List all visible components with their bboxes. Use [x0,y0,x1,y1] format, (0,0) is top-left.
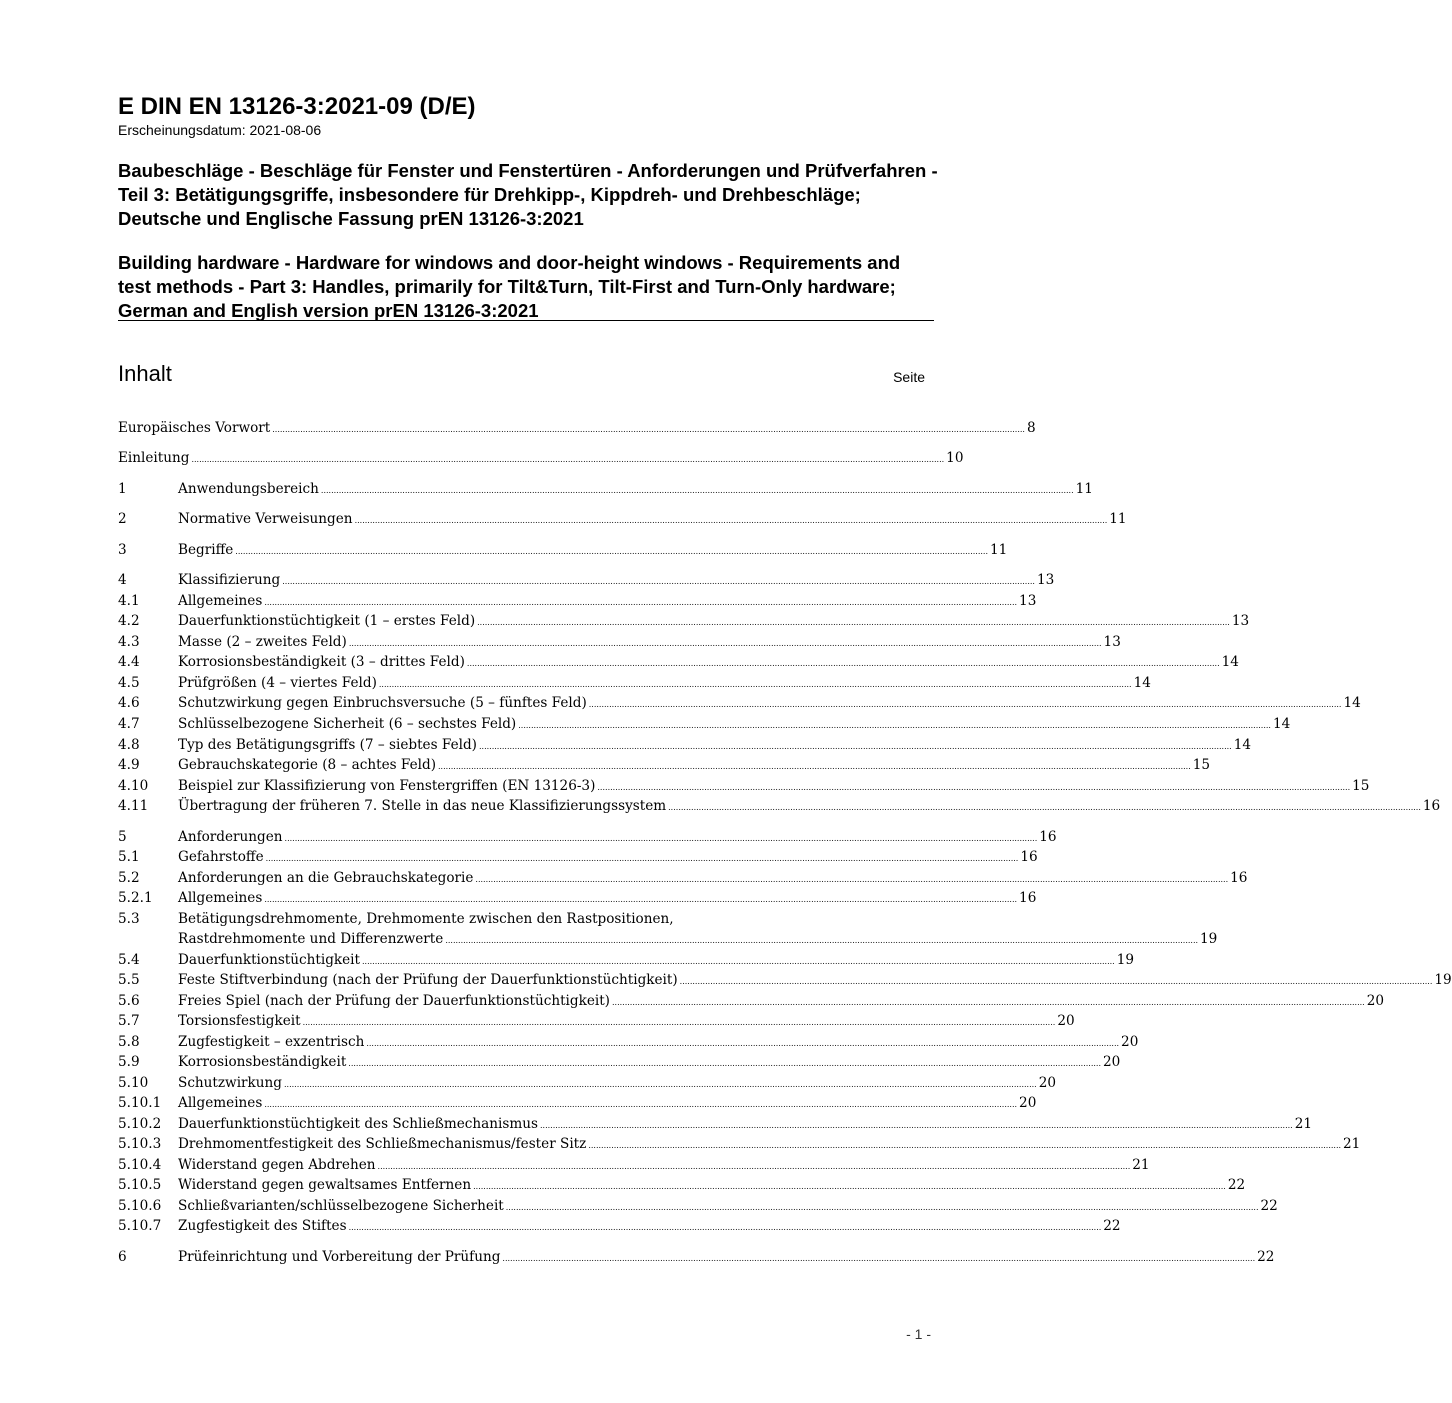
toc-entry-number: 5.2 [118,870,140,886]
toc-entry-title: Drehmomentfestigkeit des Schließmechanismus/fester Sitz [178,1136,587,1152]
toc-entry-title: Klassifizierung [178,572,281,588]
toc-entry-page: 11 [1109,511,1127,527]
toc-entry-title: Schutzwirkung [178,1075,282,1091]
toc-entry-leader [282,570,1035,592]
toc-entry-page: 20 [1019,1095,1037,1111]
toc-entry-page: 21 [1343,1136,1361,1152]
toc-page-column-label: Seite [893,369,925,385]
toc-entry-title: Allgemeines [178,593,263,609]
toc-entry-leader [479,735,1232,757]
toc-entry-page: 14 [1343,695,1361,711]
toc-entry-number: 4.3 [118,634,140,650]
toc-entry-number: 5.1 [118,849,140,865]
toc-entry[interactable] [118,570,1055,590]
toc-entry-number: 5.6 [118,993,140,1009]
toc-entry-leader [266,847,1019,869]
toc-entry-page: 14 [1272,716,1291,732]
toc-entry-page: 15 [1352,778,1370,794]
toc-entry-page: 16 [1039,829,1057,845]
toc-entry-leader [473,1175,1226,1197]
toc-entry[interactable] [118,479,1093,499]
toc-entry-leader [284,1073,1037,1095]
toc-entry-page: 16 [1019,890,1037,906]
toc-entry-leader [366,1032,1119,1054]
toc-entry[interactable] [118,1196,1278,1216]
toc-entry-number: 5.2.1 [118,890,153,906]
toc-entry-title: Betätigungsdrehmomente, Drehmomente zwischen den Rastpositionen, [178,911,674,927]
toc-entry-leader [264,1093,1017,1115]
toc-entry-leader [502,1247,1255,1269]
toc-entry-leader [438,755,1191,777]
toc-entry-number: 5.8 [118,1034,140,1050]
toc-entry[interactable] [118,1114,1313,1134]
toc-entry-number: 5.10.7 [118,1218,162,1234]
toc-entry-leader [355,509,1108,531]
toc-entry-number: 5.10.5 [118,1177,162,1193]
toc-entry-page: 20 [1121,1034,1139,1050]
toc-entry[interactable] [118,1216,1121,1236]
toc-entry-title: Feste Stiftverbindung (nach der Prüfung der Dauerfunktionstüchtigkeit) [178,972,678,988]
toc-entry[interactable] [118,1073,1057,1093]
toc-entry-title: Europäisches Vorwort [118,420,271,436]
toc-entry[interactable] [118,888,1037,908]
toc-entry[interactable] [118,991,1385,1011]
toc-entry-page: 22 [1103,1218,1121,1234]
toc-entry-title: Korrosionsbeständigkeit [178,1054,347,1070]
toc-entry-number: 4.9 [118,757,140,773]
toc-entry[interactable] [118,1175,1246,1195]
toc-entry-page: 20 [1103,1054,1121,1070]
toc-entry-continuation[interactable] [118,929,1218,949]
toc-entry-page: 16 [1020,849,1038,865]
toc-entry-number: 4.8 [118,737,140,753]
toc-entry-title: Dauerfunktionstüchtigkeit des Schließmechanismus [178,1116,538,1132]
toc-entry[interactable] [118,509,1127,529]
toc-entry[interactable] [118,1093,1037,1113]
toc-entry-page: 20 [1057,1013,1075,1029]
toc-entry-number: 5.10.3 [118,1136,162,1152]
toc-entry-title: Übertragung der früheren 7. Stelle in das neue Klassifizierungssystem [178,798,667,814]
toc-entry-number: 4.7 [118,716,140,732]
toc-entry-leader [540,1114,1293,1136]
toc-entry-page: 20 [1038,1075,1057,1091]
toc-entry-leader [272,418,1025,440]
publication-date: Erscheinungsdatum: 2021-08-06 [118,122,322,138]
toc-entry[interactable] [118,735,1252,755]
toc-entry-page: 19 [1116,952,1135,968]
toc-entry[interactable] [118,950,1135,970]
toc-entry-title: Normative Verweisungen [178,511,353,527]
toc-entry-number: 4.5 [118,675,140,691]
toc-entry[interactable] [118,418,1036,438]
toc-entry[interactable] [118,591,1037,611]
toc-entry-number: 5.7 [118,1013,140,1029]
toc-entry-leader [235,540,988,562]
toc-entry[interactable] [118,755,1211,775]
toc-entry-number: 5.4 [118,952,140,968]
toc-entry-number: 4.10 [118,778,149,794]
toc-entry[interactable] [118,1052,1121,1072]
toc-entry[interactable] [118,1247,1275,1267]
toc-entry-page: 22 [1227,1177,1246,1193]
toc-entry-number: 1 [118,481,127,497]
toc-entry-leader [349,1216,1102,1238]
toc-entry-page: 22 [1257,1249,1275,1265]
toc-entry[interactable] [118,796,1441,816]
toc-entry-title: Einleitung [118,450,190,466]
toc-entry-title: Prüfgrößen (4 – viertes Feld) [178,675,377,691]
toc-entry-number: 4.2 [118,613,140,629]
toc-entry-title: Gebrauchskategorie (8 – achtes Feld) [178,757,437,773]
toc-entry-title: Widerstand gegen gewaltsames Entfernen [178,1177,472,1193]
title-english: Building hardware - Hardware for windows and door-height windows - Requirements and test methods - Part 3: Handles, primarily for Tilt&Turn, Tilt-First and Turn-Only hardware; German and English version prEN 13126-3:2021 [118,252,901,321]
toc-entry-leader [191,448,944,470]
toc-entry-leader [597,776,1350,798]
toc-entry-page: 16 [1230,870,1248,886]
toc-entry-number: 5.3 [118,911,140,927]
toc-entry-leader [668,796,1421,818]
toc-entry[interactable] [118,970,1452,990]
toc-entry-page: 14 [1233,737,1252,753]
toc-entry-title: Anwendungsbereich [178,481,319,497]
toc-entry-leader [362,950,1115,972]
toc-entry-leader [303,1011,1056,1033]
toc-entry-number: 5.10 [118,1075,149,1091]
toc-entry-title: Typ des Betätigungsgriffs (7 – siebtes Feld) [178,737,477,753]
toc-entry-leader [285,827,1038,849]
toc-entry[interactable] [118,1032,1139,1052]
toc-entry-number: 4.11 [118,798,149,814]
toc-entry-title: Zugfestigkeit des Stiftes [178,1218,347,1234]
toc-entry-number: 5 [118,829,127,845]
toc-entry-page: 13 [1036,572,1055,588]
toc-entry-leader [589,693,1342,715]
toc-entry-leader [467,652,1220,674]
toc-entry-leader [321,479,1074,501]
page-number: - 1 - [906,1326,931,1342]
toc-entry-number: 3 [118,542,127,558]
toc-entry-title: Rastdrehmomente und Differenzwerte [178,931,444,947]
toc-entry-title: Begriffe [178,542,234,558]
toc-entry-title: Freies Spiel (nach der Prüfung der Dauerfunktionstüchtigkeit) [178,993,610,1009]
toc-entry-title: Allgemeines [178,1095,263,1111]
toc-entry-leader [475,868,1228,890]
toc-entry-title: Anforderungen an die Gebrauchskategorie [178,870,474,886]
toc-entry-page: 10 [946,450,964,466]
toc-entry[interactable] [118,540,1008,560]
toc-entry-page: 11 [1075,481,1093,497]
toc-entry-leader [506,1196,1259,1218]
toc-entry-number: 5.10.6 [118,1198,162,1214]
document-id: E DIN EN 13126-3:2021-09 (D/E) [118,93,476,120]
toc-entry[interactable] [118,611,1250,631]
toc-entry[interactable] [118,1155,1150,1175]
title-german: Baubeschläge - Beschläge für Fenster und Fenstertüren - Anforderungen und Prüfverfahren - Teil 3: Betätigungsgriffe, insbesondere für Drehkipp-, Kippdreh- und Drehbeschläge; Deutsche und Englische Fassung prEN 13126-3:2021 [118,160,938,229]
toc-entry-leader [349,632,1102,654]
toc-entry-page: 13 [1231,613,1250,629]
toc-entry-title: Schlüsselbezogene Sicherheit (6 – sechstes Feld) [178,716,517,732]
toc-entry-leader [445,929,1198,951]
toc-entry[interactable] [118,673,1151,693]
toc-entry-title: Prüfeinrichtung und Vorbereitung der Prüfung [178,1249,501,1265]
toc-entry-leader [518,714,1271,736]
toc-entry[interactable] [118,909,930,929]
toc-entry-leader [264,888,1017,910]
toc-entry-title: Masse (2 – zweites Feld) [178,634,347,650]
toc-entry-page: 21 [1132,1157,1150,1173]
toc-entry-number: 4.1 [118,593,140,609]
toc-entry-number: 5.10.2 [118,1116,162,1132]
toc-entry[interactable] [118,827,1057,847]
toc-entry-title: Widerstand gegen Abdrehen [178,1157,376,1173]
toc-entry-number: 6 [118,1249,127,1265]
toc-entry-leader [588,1134,1341,1156]
toc-entry[interactable] [118,776,1370,796]
toc-entry-title: Dauerfunktionstüchtigkeit (1 – erstes Feld) [178,613,476,629]
toc-entry[interactable] [118,632,1121,652]
toc-entry-leader [477,611,1230,633]
toc-entry-number: 5.9 [118,1054,140,1070]
toc-entry-page: 19 [1434,972,1452,988]
toc-entry-title: Beispiel zur Klassifizierung von Fenstergriffen (EN 13126-3) [178,778,596,794]
toc-entry-page: 13 [1103,634,1121,650]
toc-entry-number: 5.5 [118,972,140,988]
toc-entry-number: 4 [118,572,127,588]
toc-entry-leader [612,991,1365,1013]
toc-entry[interactable] [118,1011,1075,1031]
toc-entry-title: Anforderungen [178,829,283,845]
toc-heading: Inhalt [118,361,172,386]
toc-entry-title: Korrosionsbeständigkeit (3 – drittes Feld) [178,654,465,670]
toc-entry-page: 20 [1366,993,1385,1009]
toc-entry-page: 19 [1200,931,1218,947]
toc-entry-leader [348,1052,1101,1074]
toc-entry-number: 2 [118,511,127,527]
toc-entry-page: 22 [1260,1198,1278,1214]
toc-entry-leader [264,591,1017,613]
title-divider [118,320,934,321]
toc-entry[interactable] [118,847,1038,867]
toc-entry-page: 14 [1133,675,1151,691]
toc-entry-title: Zugfestigkeit – exzentrisch [178,1034,365,1050]
toc-entry-leader [378,1155,1131,1177]
toc-entry[interactable] [118,448,964,468]
toc-entry-page: 16 [1422,798,1441,814]
toc-entry-title: Gefahrstoffe [178,849,264,865]
toc-entry-number: 4.6 [118,695,140,711]
toc-entry[interactable] [118,868,1248,888]
toc-entry-page: 14 [1221,654,1239,670]
toc-entry-number: 5.10.1 [118,1095,162,1111]
toc-entry-page: 11 [990,542,1008,558]
toc-entry-title: Dauerfunktionstüchtigkeit [178,952,360,968]
toc-entry[interactable] [118,1134,1361,1154]
toc-entry[interactable] [118,693,1361,713]
toc-entry-page: 8 [1026,420,1036,436]
toc-entry-title: Torsionsfestigkeit [178,1013,301,1029]
toc-entry-page: 15 [1192,757,1211,773]
toc-entry-number: 5.10.4 [118,1157,162,1173]
toc-entry-number: 4.4 [118,654,140,670]
toc-entry-title: Schutzwirkung gegen Einbruchsversuche (5 – fünftes Feld) [178,695,587,711]
toc-entry[interactable] [118,652,1239,672]
toc-entry[interactable] [118,714,1291,734]
toc-entry-title: Schließvarianten/schlüsselbezogene Sicherheit [178,1198,504,1214]
toc-entry-leader [379,673,1132,695]
toc-entry-page: 13 [1019,593,1037,609]
toc-entry-title: Allgemeines [178,890,263,906]
toc-entry-page: 21 [1294,1116,1313,1132]
toc-entry-leader [680,970,1433,992]
